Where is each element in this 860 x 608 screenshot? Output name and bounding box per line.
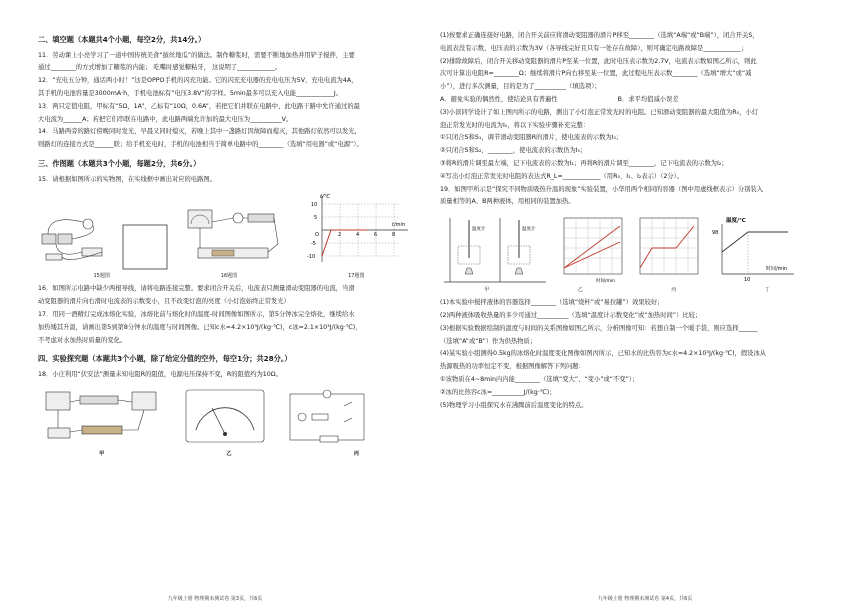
q19-part1: (1)本实验中搅拌液体的容器选择________（选填“烧杯”或“易拉罐”）效果较好； bbox=[440, 299, 664, 307]
caption-fig17: 17题图 bbox=[348, 273, 365, 280]
q19-part4b: 热源吸热的功率恒定不变，根据图像解答下列问题： bbox=[440, 363, 585, 371]
q19-part5: (5)物理学习小组探究水在沸腾前后温度变化的特点。 bbox=[440, 401, 588, 409]
option-b: B．求平均值减小误差 bbox=[617, 95, 679, 103]
q19-part3: (3)根据实验数据绘制的温度与时间的关系图像如图乙所示，分析图像可知：若想自制一个暖手袋，则应选择______ bbox=[440, 324, 758, 332]
option-a: A．避免实验的偶然性，使结论具有普遍性 bbox=[440, 95, 558, 103]
q19-part4d: ②冰的比热容c冰=__________J/(kg·℃)； bbox=[440, 388, 556, 396]
caption-yi: 乙 bbox=[226, 450, 232, 457]
q18-part3-line1: (3)小滨同学设计了如上图丙所示的电路，测出了小灯泡正常发光时的电阻。已知滑动变阻器的最大阻值为R₀，小灯 bbox=[440, 108, 759, 116]
section-fill-title: 二、填空题（本题共4个小题，每空2分，共14分。） bbox=[38, 35, 206, 44]
q18-part3-line2: 泡正常发光时的电流为I₀，将以下实验步骤补充完整： bbox=[440, 121, 590, 129]
tick-origin: O bbox=[315, 232, 319, 239]
q14-line2: 则路灯的连接方式是______联；给手机充电时，手机的电池相当于简单电路中的________（选填“用电器”或“电源”）。 bbox=[38, 141, 363, 149]
q18-part2-line2: 次可计算出电阻R=________Ω；继续将滑片P向右移至某一位置，此过程电压表示数________（选填“增大”或“减 bbox=[440, 70, 752, 78]
q18-options bbox=[440, 94, 834, 107]
q12-line2: 其手机的电池容量是3000mA·h，手机电池标有“电压3.8V”的字样。5min最多可以充入电能____________J。 bbox=[38, 90, 343, 98]
caption-ding-r: 丁 bbox=[764, 287, 770, 294]
q18-part1-line2: 电流表没有示数，电压表的示数为3V（各导线完好且只有一处存在故障），则可确定电路故障是____________； bbox=[440, 44, 748, 52]
q19-part3b: （选填“A”或“B”）作为供热物质； bbox=[440, 337, 537, 345]
q17-line3: 不考虑对水加热时质量的变化。 bbox=[38, 336, 127, 344]
caption-jia-r: 甲 bbox=[484, 287, 490, 294]
circuit-photo-figure bbox=[38, 204, 112, 270]
q17-line1: 17．用同一酒精灯完成冰熔化实验，冰熔化前与熔化时的温度-时间图像如图所示，第5分钟冰完全熔化，继续给水 bbox=[38, 311, 355, 319]
tick-y-neg5: -5 bbox=[311, 241, 316, 248]
tick-y-neg10: -10 bbox=[307, 254, 316, 261]
q19-part4: (4)某实验小组测得0.5kg的冰熔化时温度变化图像如图丙所示，已知水的比热容为c水=4.2×10³J/(kg·℃)，假设冰从 bbox=[440, 350, 767, 358]
right-page bbox=[430, 0, 860, 608]
thermometer-label-a: 温度计 bbox=[472, 227, 486, 233]
graph-bing bbox=[632, 212, 702, 284]
section-drawing-title: 三、作图题（本题共3个小题，每题2分，共6分。） bbox=[38, 159, 201, 169]
q18-step4: ④写出小灯泡正常发光时电阻的表达式R_L=____________（用R₀、I₁、I₂表示）（2分）。 bbox=[440, 172, 684, 180]
caption-fig16: 16题图 bbox=[220, 273, 238, 280]
q11-line1: 11．劳动课上小亮学习了一道中国传统美食“拔丝地瓜”的做法。制作糖浆时，需要不断地加热并用铲子搅拌，主要 bbox=[38, 51, 355, 59]
q18-step3: ③将R的滑片调至最左端，记下电流表的示数为I₁；再将R的滑片调至________，记下电流表的示数为I₂； bbox=[440, 159, 728, 167]
graph-yi-time-label: 时间/min bbox=[596, 279, 616, 285]
q13-line2: 大电流为______A；若把它们串联在电路中，此电路两端允许加的最大电压为__________V。 bbox=[38, 115, 293, 123]
q19-part4c: ①该物质在4~8min内内能________（选填“变大”、“变小”或“不变”）； bbox=[440, 375, 639, 383]
q18-step2: ②只闭合S和S₂，________，使电流表的示数仍为I₀； bbox=[440, 147, 587, 155]
tick-y-10: 10 bbox=[311, 202, 318, 209]
tick-x-2: 2 bbox=[338, 232, 342, 239]
thermometer-label-b: 温度计 bbox=[522, 227, 536, 233]
circuit-figure-bing bbox=[282, 386, 372, 448]
caption-bing: 丙 bbox=[353, 450, 359, 457]
q12-line1: 12．“充电五分钟，通话两小时！”这是OPPO手机的闪充功能。它的闪充充电器的充电电压为5V、充电电流为4A， bbox=[38, 77, 358, 85]
q18-part2-line1: (2)排除故障后，闭合开关移动变阻器的滑片P至某一位置，此时电压表示数为2.7V，电流表示数如图乙所示，则此 bbox=[440, 57, 757, 65]
q19-line1: 19．如图甲所示是“探究不同物质吸热升温的现象”实验装置，小华用两个相同的容器（图中用虚线框表示）分别装入 bbox=[440, 185, 764, 193]
q11-line2: 通过________的方式增加了糖浆的内能； 吃嘴时感觉糖粘牙， 这说明了____________。 bbox=[38, 64, 282, 72]
temperature-graph bbox=[300, 190, 420, 270]
q13-line1: 13．两只定值电阻，甲标有“5Ω，1A”，乙标有“10Ω，0.6A”，若把它们并联在电路中，此电路干路中允许通过的最 bbox=[38, 102, 360, 110]
graph-ding-98: 98 bbox=[712, 230, 719, 237]
q17-line2: 加热矮其升温，请画出第5到第8分钟水的温度与时间图像。已知c水=4.2×10³J/(kg·℃)，c冰=2.1×10³J/(kg·℃)， bbox=[38, 323, 362, 331]
graph-ding-10: 10 bbox=[744, 277, 751, 284]
graph-ding bbox=[708, 212, 798, 284]
caption-fig15: 15题图 bbox=[93, 273, 110, 280]
graph-yi bbox=[556, 212, 626, 284]
page-footer-left: 九年级上册 物理期末测试卷 第3页，共6页 bbox=[167, 596, 263, 602]
caption-yi-r: 乙 bbox=[577, 287, 583, 294]
q16-line1: 16．如图所示电路中缺少两根导线，请将电路连接完整。要求闭合开关后，电流表只测量滑动变阻器的电流，当滑 bbox=[38, 285, 355, 293]
graph-ding-y-label: 温度/℃ bbox=[726, 218, 746, 225]
q18-figures bbox=[38, 386, 420, 448]
section-experiment-title: 四、实验探究题（本题共3个小题，除了给定分值的空外，每空1分；共28分。） bbox=[38, 354, 292, 364]
q19-line2: 质量相等的A、B两种液体，用相同的装置加热。 bbox=[440, 198, 575, 206]
tick-x-4: 4 bbox=[356, 232, 360, 239]
tick-x-6: 6 bbox=[374, 232, 378, 239]
q18-captions bbox=[38, 450, 420, 457]
drawing-figures bbox=[38, 190, 420, 270]
q18-part1-line1: (1)按要求正确连接好电路，闭合开关前应将滑动变阻器的滑片P移至________（选填“A端”或“B端”），闭合开关S， bbox=[440, 32, 759, 39]
tick-x-8: 8 bbox=[392, 232, 396, 239]
q15-text: 15．请根据如图所示的实物图，在实线框中画出对应的电路图。 bbox=[38, 175, 217, 183]
q19-part2: (2)两种液体吸收热量的多少可通过__________（选填“温度计示数变化”或“加热时间”）比较； bbox=[440, 311, 702, 319]
graph-ding-x-label: 时间/min bbox=[766, 266, 788, 273]
q14-line1: 14．马路两旁的路灯傍晚同时发光，早晨又同时熄灭，若晚上其中一盏路灯因故障而熄灭，其他路灯依然可以发光， bbox=[38, 128, 361, 136]
tick-y-5: 5 bbox=[314, 215, 318, 222]
q18-step1: ①只闭合S和S₁，调节滑动变阻器R的滑片，使电流表的示数为I₀； bbox=[440, 134, 623, 142]
graph-y-label: t/℃ bbox=[320, 194, 331, 201]
figure-captions bbox=[38, 272, 420, 279]
q16-line2: 动变阻器的滑片向右滑时电流表的示数变小，且不改变灯泡的亮度（小灯泡始终正常发光） bbox=[38, 298, 290, 306]
heating-apparatus-jia bbox=[440, 212, 550, 284]
q18-part2-line3: 小”），进行多次测量，目的是为了__________（填选项）； bbox=[440, 83, 601, 91]
q19-figures bbox=[440, 212, 834, 284]
caption-bing-r: 丙 bbox=[671, 287, 677, 294]
answer-box bbox=[122, 224, 168, 270]
graph-x-label: t/min bbox=[392, 222, 406, 229]
ammeter-figure-yi bbox=[182, 386, 268, 448]
q18-text: 18．小庄利用“伏安法”测量未知电阻R的阻值，电源电压保持不变，R的阻值约为10Ω。 bbox=[38, 371, 282, 379]
caption-jia: 甲 bbox=[99, 450, 105, 457]
q19-captions bbox=[440, 286, 834, 293]
circuit-figure-jia bbox=[38, 386, 168, 448]
page-footer-right: 九年级上册 物理期末测试卷 第4页，共6页 bbox=[597, 596, 693, 602]
circuit-figure-16 bbox=[178, 204, 290, 270]
